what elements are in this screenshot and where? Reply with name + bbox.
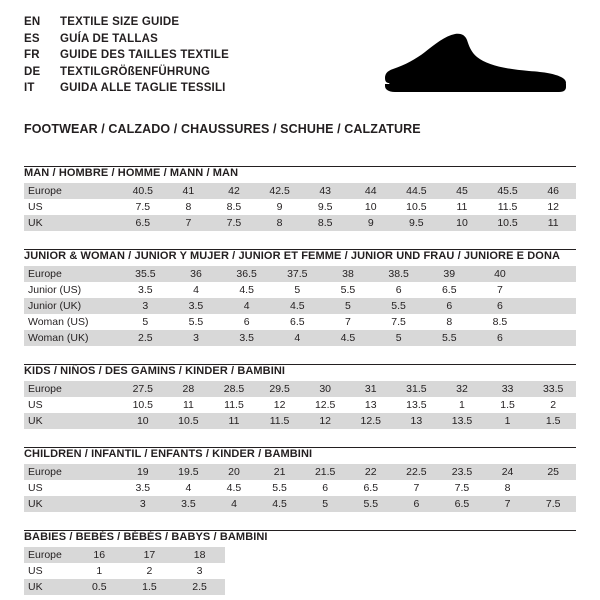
table-row	[24, 381, 576, 397]
cell: 12	[530, 199, 576, 215]
cell-empty	[476, 563, 526, 579]
table-row	[24, 563, 576, 579]
language-code: IT	[24, 82, 35, 94]
cell	[525, 282, 576, 298]
cell: 8	[424, 314, 475, 330]
cell: 7	[485, 496, 531, 512]
language-title: TEXTILE SIZE GUIDE	[60, 16, 180, 28]
table-row	[24, 199, 576, 215]
cell: 7	[475, 282, 526, 298]
cell: 22	[348, 464, 394, 480]
cell: 4.5	[272, 298, 323, 314]
language-title: TEXTILGRÖßENFÜHRUNG	[60, 65, 211, 78]
cell: 7	[166, 215, 212, 231]
cell: 3.5	[120, 282, 171, 298]
cell: 31.5	[394, 381, 440, 397]
cell-empty	[476, 547, 526, 563]
cell-empty	[275, 579, 325, 595]
cell: 6	[373, 282, 424, 298]
cell-empty	[225, 563, 275, 579]
table-row	[24, 547, 576, 563]
cell: 30	[302, 381, 348, 397]
cell-empty	[375, 563, 425, 579]
cell: 10	[439, 215, 485, 231]
size-table-body	[24, 464, 576, 512]
language-row	[24, 16, 229, 33]
cell: 42.5	[257, 183, 303, 199]
row-label: UK	[24, 215, 120, 231]
size-table-body	[24, 183, 576, 231]
cell: 10.5	[485, 215, 531, 231]
cell: 12	[302, 413, 348, 429]
cell: 6	[394, 496, 440, 512]
size-table-man	[24, 183, 576, 231]
cell: 13	[394, 413, 440, 429]
section-babies	[24, 530, 576, 595]
document-header	[24, 16, 576, 108]
row-label: Woman (US)	[24, 314, 120, 330]
size-table-junior-woman	[24, 266, 576, 346]
cell: 13	[348, 397, 394, 413]
language-code: FR	[24, 49, 40, 61]
cell: 11.5	[485, 199, 531, 215]
cell: 16	[74, 547, 124, 563]
row-label: Europe	[24, 381, 120, 397]
cell	[525, 314, 576, 330]
language-code: DE	[24, 65, 41, 78]
language-row	[24, 33, 229, 50]
size-table-babies	[24, 547, 576, 595]
cell: 11	[439, 199, 485, 215]
cell: 31	[348, 381, 394, 397]
cell: 6.5	[439, 496, 485, 512]
language-row	[24, 66, 229, 83]
cell	[530, 480, 576, 496]
cell: 8	[485, 480, 531, 496]
cell: 8.5	[211, 199, 257, 215]
language-title: GUIDE DES TAILLES TEXTILE	[60, 49, 229, 61]
cell: 12.5	[348, 413, 394, 429]
cell: 6	[475, 298, 526, 314]
cell: 11	[530, 215, 576, 231]
cell: 28.5	[211, 381, 257, 397]
cell: 33.5	[530, 381, 576, 397]
cell: 6.5	[272, 314, 323, 330]
cell: 46	[530, 183, 576, 199]
cell: 22.5	[394, 464, 440, 480]
cell-empty	[526, 579, 576, 595]
language-title-list-body	[24, 16, 229, 99]
cell: 11	[211, 413, 257, 429]
cell: 7	[323, 314, 374, 330]
cell: 45	[439, 183, 485, 199]
table-row	[24, 413, 576, 429]
cell: 1.5	[485, 397, 531, 413]
cell-empty	[275, 547, 325, 563]
cell: 17	[124, 547, 174, 563]
table-row	[24, 397, 576, 413]
section-man	[24, 166, 576, 231]
cell: 6.5	[424, 282, 475, 298]
cell: 19	[120, 464, 166, 480]
language-row	[24, 82, 229, 99]
size-table-children	[24, 464, 576, 512]
table-row	[24, 496, 576, 512]
cell: 8	[257, 215, 303, 231]
cell: 8.5	[302, 215, 348, 231]
cell: 5	[302, 496, 348, 512]
cell: 9	[348, 215, 394, 231]
cell: 21	[257, 464, 303, 480]
cell-empty	[526, 563, 576, 579]
cell: 1	[439, 397, 485, 413]
cell	[525, 330, 576, 346]
row-label: Woman (UK)	[24, 330, 120, 346]
cell: 6.5	[120, 215, 166, 231]
cell-empty	[225, 579, 275, 595]
cell: 9.5	[394, 215, 440, 231]
cell: 10	[348, 199, 394, 215]
cell: 2	[530, 397, 576, 413]
section-title: CHILDREN / INFANTIL / ENFANTS / KINDER / BAMBINI	[24, 448, 313, 460]
cell: 10.5	[166, 413, 212, 429]
section-title: BABIES / BEBÉS / BÉBÉS / BABYS / BAMBINI	[24, 531, 268, 543]
table-row	[24, 215, 576, 231]
cell	[525, 266, 576, 282]
cell: 27.5	[120, 381, 166, 397]
cell: 39	[424, 266, 475, 282]
size-table-kids	[24, 381, 576, 429]
cell: 10.5	[394, 199, 440, 215]
row-label: Junior (US)	[24, 282, 120, 298]
row-label: Junior (UK)	[24, 298, 120, 314]
table-row	[24, 183, 576, 199]
cell: 10	[120, 413, 166, 429]
row-label: Europe	[24, 464, 120, 480]
row-label: US	[24, 563, 74, 579]
cell: 5.5	[424, 330, 475, 346]
size-table-body	[24, 547, 576, 595]
cell: 4	[171, 282, 222, 298]
section-title: KIDS / NIÑOS / DES GAMINS / KINDER / BAMBINI	[24, 365, 286, 377]
section-title: MAN / HOMBRE / HOMME / MANN / MAN	[24, 167, 239, 179]
cell-empty	[325, 547, 375, 563]
row-label: Europe	[24, 547, 74, 563]
cell: 12.5	[302, 397, 348, 413]
cell: 7	[394, 480, 440, 496]
cell: 2.5	[175, 579, 225, 595]
cell: 8.5	[475, 314, 526, 330]
cell: 20	[211, 464, 257, 480]
cell: 6.5	[348, 480, 394, 496]
language-row	[24, 49, 229, 66]
cell: 40.5	[120, 183, 166, 199]
cell: 0.5	[74, 579, 124, 595]
cell: 35.5	[120, 266, 171, 282]
cell: 44.5	[394, 183, 440, 199]
cell: 9	[257, 199, 303, 215]
row-label: US	[24, 199, 120, 215]
cell: 12	[257, 397, 303, 413]
cell: 3	[171, 330, 222, 346]
cell-empty	[275, 563, 325, 579]
cell: 5	[323, 298, 374, 314]
language-title: GUIDA ALLE TAGLIE TESSILI	[60, 82, 226, 94]
cell: 1.5	[530, 413, 576, 429]
cell: 7.5	[439, 480, 485, 496]
cell: 4.5	[221, 282, 272, 298]
dress-shoe-icon	[383, 28, 568, 100]
row-label: UK	[24, 496, 120, 512]
cell: 41	[166, 183, 212, 199]
cell-empty	[425, 563, 475, 579]
cell-empty	[425, 579, 475, 595]
cell: 11	[166, 397, 212, 413]
cell: 2	[124, 563, 174, 579]
row-label: US	[24, 480, 120, 496]
cell: 13.5	[394, 397, 440, 413]
cell: 19.5	[166, 464, 212, 480]
cell: 3	[120, 496, 166, 512]
cell: 4.5	[257, 496, 303, 512]
cell: 37.5	[272, 266, 323, 282]
cell: 40	[475, 266, 526, 282]
language-code: EN	[24, 16, 41, 28]
cell: 5.5	[373, 298, 424, 314]
cell: 4.5	[323, 330, 374, 346]
cell: 11.5	[257, 413, 303, 429]
section-kids	[24, 364, 576, 429]
cell: 24	[485, 464, 531, 480]
cell: 36.5	[221, 266, 272, 282]
cell-empty	[526, 547, 576, 563]
cell: 36	[171, 266, 222, 282]
cell: 13.5	[439, 413, 485, 429]
cell: 3	[175, 563, 225, 579]
cell-empty	[375, 547, 425, 563]
table-row	[24, 266, 576, 282]
cell: 3.5	[221, 330, 272, 346]
cell: 11.5	[211, 397, 257, 413]
cell: 7.5	[120, 199, 166, 215]
language-title: GUÍA DE TALLAS	[60, 32, 158, 45]
cell: 6	[221, 314, 272, 330]
cell: 3.5	[166, 496, 212, 512]
table-row	[24, 282, 576, 298]
cell: 1	[485, 413, 531, 429]
row-label: Europe	[24, 266, 120, 282]
cell: 5.5	[257, 480, 303, 496]
cell: 3	[120, 298, 171, 314]
cell: 21.5	[302, 464, 348, 480]
cell: 23.5	[439, 464, 485, 480]
cell: 5	[272, 282, 323, 298]
footwear-section-title: FOOTWEAR / CALZADO / CHAUSSURES / SCHUHE / CALZATURE	[24, 122, 421, 136]
cell: 6	[302, 480, 348, 496]
cell: 4	[221, 298, 272, 314]
language-title-list	[24, 16, 229, 99]
table-row	[24, 330, 576, 346]
cell: 33	[485, 381, 531, 397]
cell: 5.5	[171, 314, 222, 330]
cell-empty	[476, 579, 526, 595]
cell: 4	[272, 330, 323, 346]
cell: 5.5	[323, 282, 374, 298]
language-code: ES	[24, 32, 40, 45]
cell: 7.5	[211, 215, 257, 231]
cell: 5	[120, 314, 171, 330]
cell: 8	[166, 199, 212, 215]
cell-empty	[225, 547, 275, 563]
cell: 38	[323, 266, 374, 282]
cell: 9.5	[302, 199, 348, 215]
table-row	[24, 480, 576, 496]
cell: 25	[530, 464, 576, 480]
size-table-body	[24, 381, 576, 429]
cell	[525, 298, 576, 314]
cell: 44	[348, 183, 394, 199]
cell: 38.5	[373, 266, 424, 282]
cell: 4.5	[211, 480, 257, 496]
table-row	[24, 579, 576, 595]
cell-empty	[325, 563, 375, 579]
cell: 6	[424, 298, 475, 314]
cell-empty	[375, 579, 425, 595]
cell: 7.5	[373, 314, 424, 330]
size-table-body	[24, 266, 576, 346]
cell: 45.5	[485, 183, 531, 199]
cell-empty	[425, 547, 475, 563]
section-title: JUNIOR & WOMAN / JUNIOR Y MUJER / JUNIOR ET FEMME / JUNIOR UND FRAU / JUNIORE E DONA	[24, 250, 561, 262]
cell: 7.5	[530, 496, 576, 512]
row-label: Europe	[24, 183, 120, 199]
section-junior-woman	[24, 249, 576, 346]
cell: 29.5	[257, 381, 303, 397]
row-label: UK	[24, 413, 120, 429]
cell: 28	[166, 381, 212, 397]
row-label: UK	[24, 579, 74, 595]
cell-empty	[325, 579, 375, 595]
table-row	[24, 314, 576, 330]
cell: 42	[211, 183, 257, 199]
cell: 6	[475, 330, 526, 346]
cell: 2.5	[120, 330, 171, 346]
table-row	[24, 464, 576, 480]
cell: 1.5	[124, 579, 174, 595]
cell: 1	[74, 563, 124, 579]
cell: 4	[166, 480, 212, 496]
cell: 10.5	[120, 397, 166, 413]
cell: 3.5	[120, 480, 166, 496]
table-row	[24, 298, 576, 314]
cell: 18	[175, 547, 225, 563]
cell: 5	[373, 330, 424, 346]
cell: 32	[439, 381, 485, 397]
cell: 4	[211, 496, 257, 512]
cell: 5.5	[348, 496, 394, 512]
cell: 43	[302, 183, 348, 199]
row-label: US	[24, 397, 120, 413]
section-children	[24, 447, 576, 512]
cell: 3.5	[171, 298, 222, 314]
